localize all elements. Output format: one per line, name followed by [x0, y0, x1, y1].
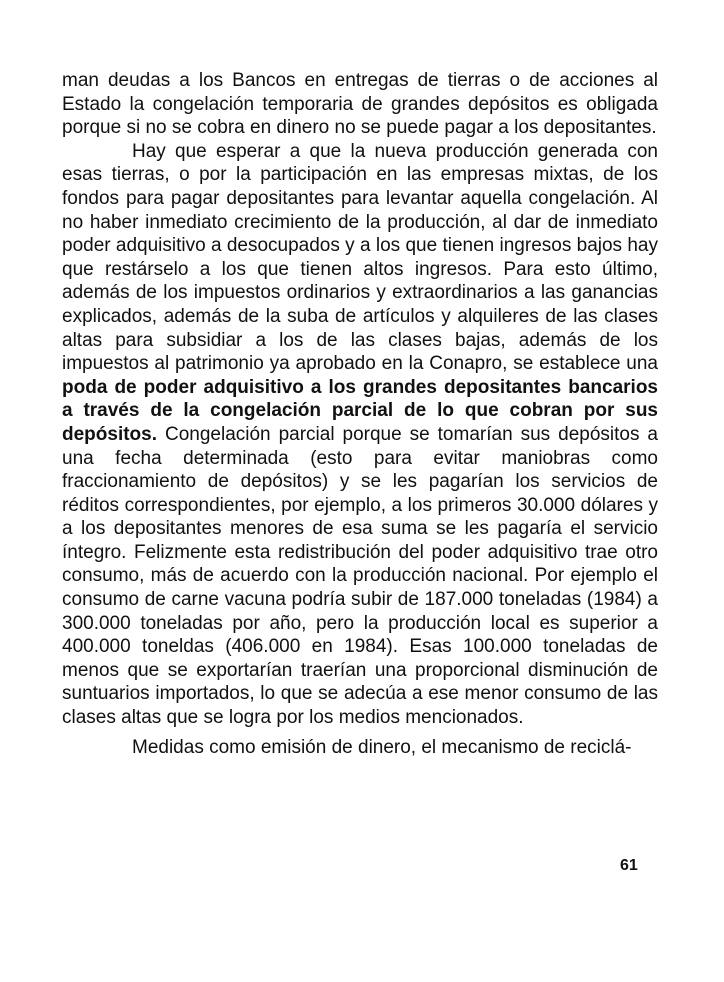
paragraph-2 [62, 140, 658, 730]
paragraph-2-bold-text: poda de poder adquisitivo a los grandes depositantes bancarios a través de la congelación parcial de lo que cobran por sus depósitos. [62, 376, 658, 445]
page-number: 61 [620, 857, 638, 874]
body-text [62, 69, 658, 759]
paragraph-2-text-b: Congelación parcial porque se tomarían sus depósitos a una fecha determinada (esto para evitar maniobras como fraccionamiento de depósitos) y se les pagarían los servicios de réditos correspondientes, por ejemplo, a los primeros 30.000 dólares y a los depositantes menores de esa suma se les pagaría el servicio íntegro. Felizmente esta redistribución del poder adquisitivo trae otro consumo, más de acuerdo con la producción nacional. Por ejemplo el consumo de carne vacuna podría subir de 187.000 toneladas (1984) a 300.000 toneladas por año, pero la producción local es superior a 400.000 toneldas (406.000 en 1984). Esas 100.000 toneladas de menos que se exportarían traerían una proporcional disminución de suntuarios importados, lo que se adecúa a ese menor consumo de las clases altas que se logra por los medios mencionados. [62, 423, 658, 729]
paragraph-2-text-a: Hay que esperar a que la nueva producción generada con esas tierras, o por la participación en las empresas mixtas, de los fondos para pagar depositantes para levantar aquella congelación. Al no haber inmediato crecimiento de la producción, al dar de inmediato poder adquisitivo a desocupados y a los que tienen ingresos bajos hay que restárselo a los que tienen altos ingresos. Para esto último, además de los impuestos ordinarios y extraordinarios a las ganancias explicados, además de la suba de artículos y alquileres de las clases altas para subsidiar a los de las clases bajas, además de los impuestos al patrimonio ya aprobado en la Conapro, se establece una [62, 140, 658, 375]
paragraph-3: Medidas como emisión de dinero, el mecanismo de reciclá- [132, 736, 632, 758]
paragraph-1: man deudas a los Bancos en entregas de tierras o de acciones al Estado la congelación temporaria de grandes depósitos es obligada porque si no se cobra en dinero no se puede pagar a los depositantes. [62, 70, 658, 139]
